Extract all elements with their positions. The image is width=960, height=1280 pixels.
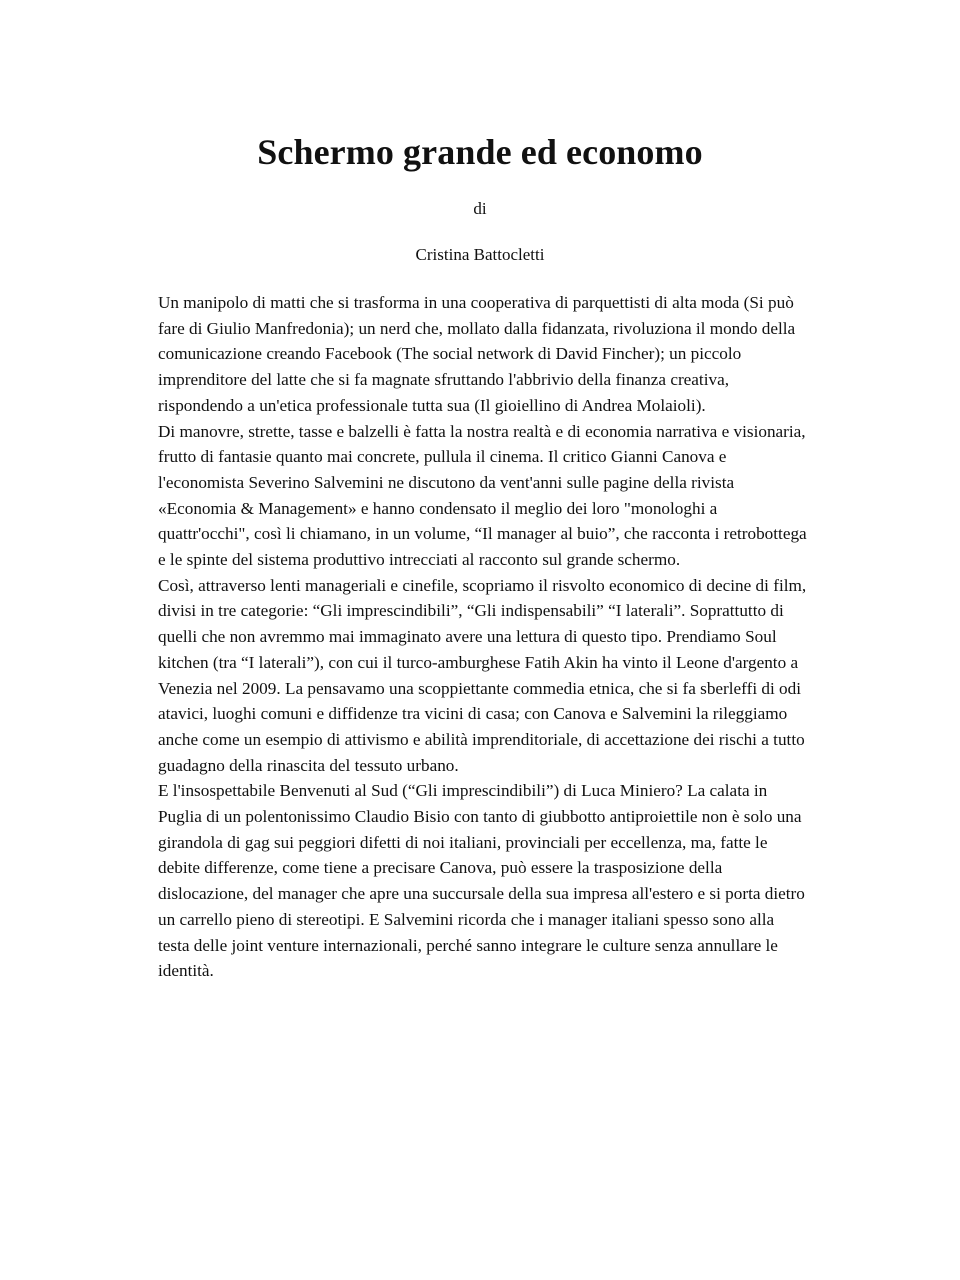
paragraph: Di manovre, strette, tasse e balzelli è fatta la nostra realtà e di economia narrativa e visionaria, frutto di fantasie quanto mai concrete, pullula il cinema. Il critico Gianni Canova e l'economista Severino Salvemini ne discutono da vent'anni sulle pagine della rivista «Economia & Management» e hanno condensato il meglio dei loro "monologhi a quattr'occhi", così li chiamano, in un volume, “Il manager al buio”, che racconta i retrobottega e le spinte del sistema produttivo intrecciati al racconto sul grande schermo. — [158, 421, 807, 570]
paragraph: Così, attraverso lenti manageriali e cinefile, scopriamo il risvolto economico di decine di film, divisi in tre categorie: “Gli imprescindibili”, “Gli indispensabili” “I laterali”. Soprattutto di quelli che non avremmo mai immaginato avere una lettura di questo tipo. Prendiamo Soul kitchen (tra “I laterali”), con cui il turco-amburghese Fatih Akin ha vinto il Leone d'argento a Venezia nel 2009. La pensavamo una scoppiettante commedia etnica, che si fa sberleffi di odi atavici, luoghi comuni e diffidenze tra vicini di casa; con Canova e Salvemini la rileggiamo anche come un esempio di attivismo e abilità imprenditoriale, di accettazione dei rischi a tutto guadagno della rinascita del tessuto urbano. — [158, 575, 807, 775]
article-body — [158, 290, 808, 984]
byline: di — [473, 199, 487, 218]
author-name: Cristina Battocletti — [415, 245, 545, 264]
paragraph: Un manipolo di matti che si trasforma in una cooperativa di parquettisti di alta moda (Si può fare di Giulio Manfredonia); un nerd che, mollato dalla fidanzata, rivoluziona il mondo della comunicazione creando Facebook (The social network di David Fincher); un piccolo imprenditore del latte che si fa magnate sfruttando l'abbrivio della finanza creativa, rispondendo a un'etica professionale tutta sua (Il gioiellino di Andrea Molaioli). — [158, 293, 796, 415]
document-title: Schermo grande ed economo — [257, 132, 703, 172]
paragraph: E l'insospettabile Benvenuti al Sud (“Gli imprescindibili”) di Luca Miniero? La calata in Puglia di un polentonissimo Claudio Bisio con tanto di giubbotto antiproiettile non è solo una girandola di gag sui peggiori difetti di noi italiani, provinciali per eccellenza, ma, fatte le debite differenze, come tiene a precisare Canova, può essere la trasposizione della dislocazione, del manager che apre una succursale della sua impresa all'estero e si porta dietro un carrello pieno di stereotipi. E Salvemini ricorda che i manager italiani spesso sono alla testa delle joint venture internazionali, perché sanno integrare le culture senza annullare le identità. — [158, 781, 805, 981]
